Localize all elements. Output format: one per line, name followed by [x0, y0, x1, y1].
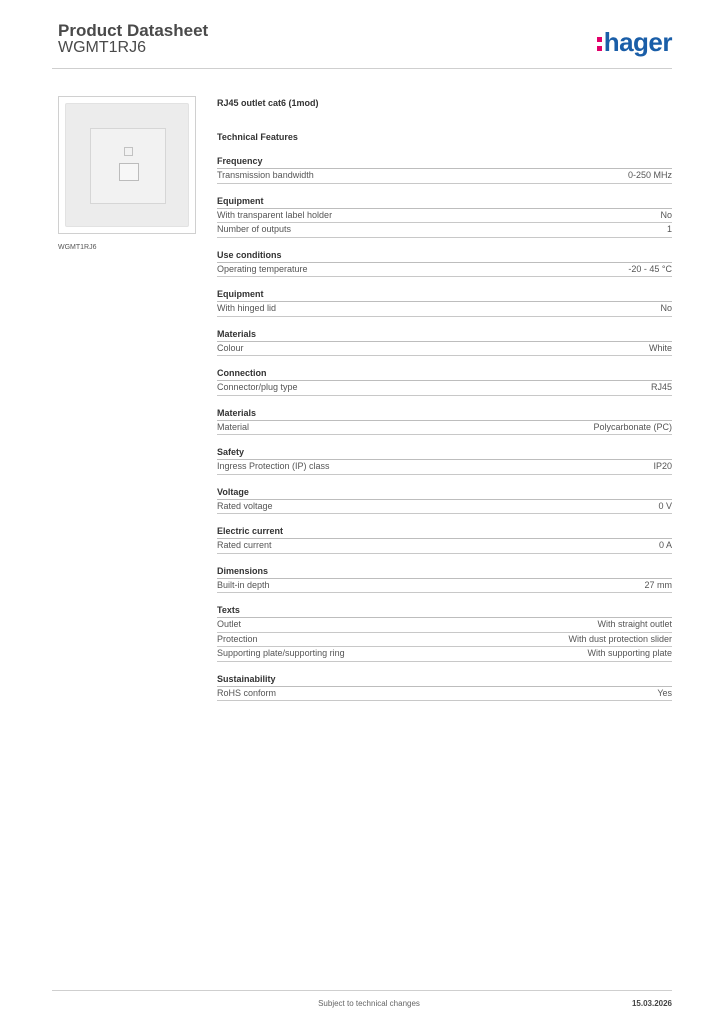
feature-section: [217, 407, 672, 436]
feature-row: [217, 647, 672, 662]
section-title: Sustainability: [217, 673, 672, 687]
feature-section: [217, 673, 672, 702]
feature-section: [217, 604, 672, 662]
technical-features-heading: Technical Features: [217, 132, 298, 142]
feature-row: [217, 421, 672, 436]
feature-label: Rated current: [217, 540, 272, 550]
feature-row: [217, 223, 672, 238]
feature-section: [217, 249, 672, 278]
logo-dot-top: [597, 37, 602, 42]
logo-colon-icon: [597, 37, 602, 51]
feature-label: Number of outputs: [217, 224, 292, 234]
feature-section: [217, 367, 672, 396]
feature-section: [217, 565, 672, 594]
feature-label: Operating temperature: [217, 263, 308, 274]
feature-value: Yes: [657, 687, 672, 698]
feature-label: Protection: [217, 633, 258, 644]
feature-label: Outlet: [217, 619, 242, 629]
section-title: Materials: [217, 328, 672, 342]
feature-label: Transmission bandwidth: [217, 170, 314, 180]
outlet-module: [90, 128, 166, 204]
feature-section: [217, 288, 672, 317]
feature-row: [217, 263, 672, 278]
feature-value: No: [660, 209, 672, 220]
footer-divider: [52, 990, 672, 991]
label-holder-icon: [124, 147, 133, 156]
feature-row: [217, 169, 672, 184]
feature-value: 1: [666, 224, 672, 234]
feature-label: Ingress Protection (IP) class: [217, 461, 330, 471]
feature-row: [217, 302, 672, 317]
product-name: RJ45 outlet cat6 (1mod): [217, 98, 319, 108]
feature-value: White: [648, 342, 672, 353]
footer-note: Subject to technical changes: [318, 999, 420, 1008]
feature-row: [217, 460, 672, 475]
wall-plate: [65, 103, 189, 227]
feature-label: With transparent label holder: [217, 209, 333, 220]
section-title: Connection: [217, 367, 672, 381]
feature-label: RoHS conform: [217, 687, 277, 698]
feature-row: [217, 539, 672, 554]
feature-value: No: [660, 303, 672, 313]
section-title: Electric current: [217, 525, 672, 539]
rj45-port-icon: [119, 163, 139, 181]
feature-section: [217, 195, 672, 238]
header-divider: [52, 68, 672, 69]
feature-row: [217, 618, 672, 633]
feature-value: IP20: [653, 461, 672, 471]
section-title: Equipment: [217, 288, 672, 302]
feature-section: [217, 328, 672, 357]
feature-row: [217, 381, 672, 396]
logo-dot-bottom: [597, 46, 602, 51]
feature-section: [217, 446, 672, 475]
hager-logo: [597, 27, 672, 57]
section-title: Materials: [217, 407, 672, 421]
feature-label: Rated voltage: [217, 500, 273, 511]
section-title: Use conditions: [217, 249, 672, 263]
image-caption: WGMT1RJ6: [58, 244, 97, 251]
datasheet-content: [217, 96, 672, 701]
feature-label: With hinged lid: [217, 303, 277, 313]
feature-row: [217, 209, 672, 224]
feature-label: Material: [217, 421, 250, 432]
feature-section: [217, 486, 672, 515]
feature-value: With dust protection slider: [568, 633, 672, 644]
product-image: [58, 96, 196, 234]
feature-value: 0-250 MHz: [627, 170, 672, 180]
feature-row: [217, 342, 672, 357]
feature-label: Built-in depth: [217, 579, 270, 590]
section-title: Equipment: [217, 195, 672, 209]
section-title: Voltage: [217, 486, 672, 500]
logo-text: hager: [603, 27, 672, 57]
feature-row: [217, 687, 672, 702]
feature-section: [217, 155, 672, 184]
feature-section: [217, 525, 672, 554]
feature-value: 0 V: [658, 500, 672, 511]
feature-row: [217, 500, 672, 515]
feature-row: [217, 633, 672, 648]
feature-value: 0 A: [658, 540, 672, 550]
feature-value: With straight outlet: [597, 619, 672, 629]
footer-date: 15.03.2026: [631, 999, 672, 1008]
feature-label: Colour: [217, 342, 244, 353]
feature-value: -20 - 45 °C: [628, 263, 672, 274]
feature-label: Supporting plate/supporting ring: [217, 648, 345, 658]
feature-label: Connector/plug type: [217, 382, 298, 392]
page-title: Product Datasheet: [58, 21, 209, 40]
section-title: Frequency: [217, 155, 672, 169]
feature-value: RJ45: [650, 382, 672, 392]
feature-value: Polycarbonate (PC): [593, 421, 672, 432]
feature-sections: [217, 155, 672, 701]
product-code: WGMT1RJ6: [58, 39, 146, 56]
feature-value: With supporting plate: [587, 648, 672, 658]
feature-row: [217, 579, 672, 594]
section-title: Dimensions: [217, 565, 672, 579]
section-title: Safety: [217, 446, 672, 460]
section-title: Texts: [217, 604, 672, 618]
feature-value: 27 mm: [644, 579, 672, 590]
